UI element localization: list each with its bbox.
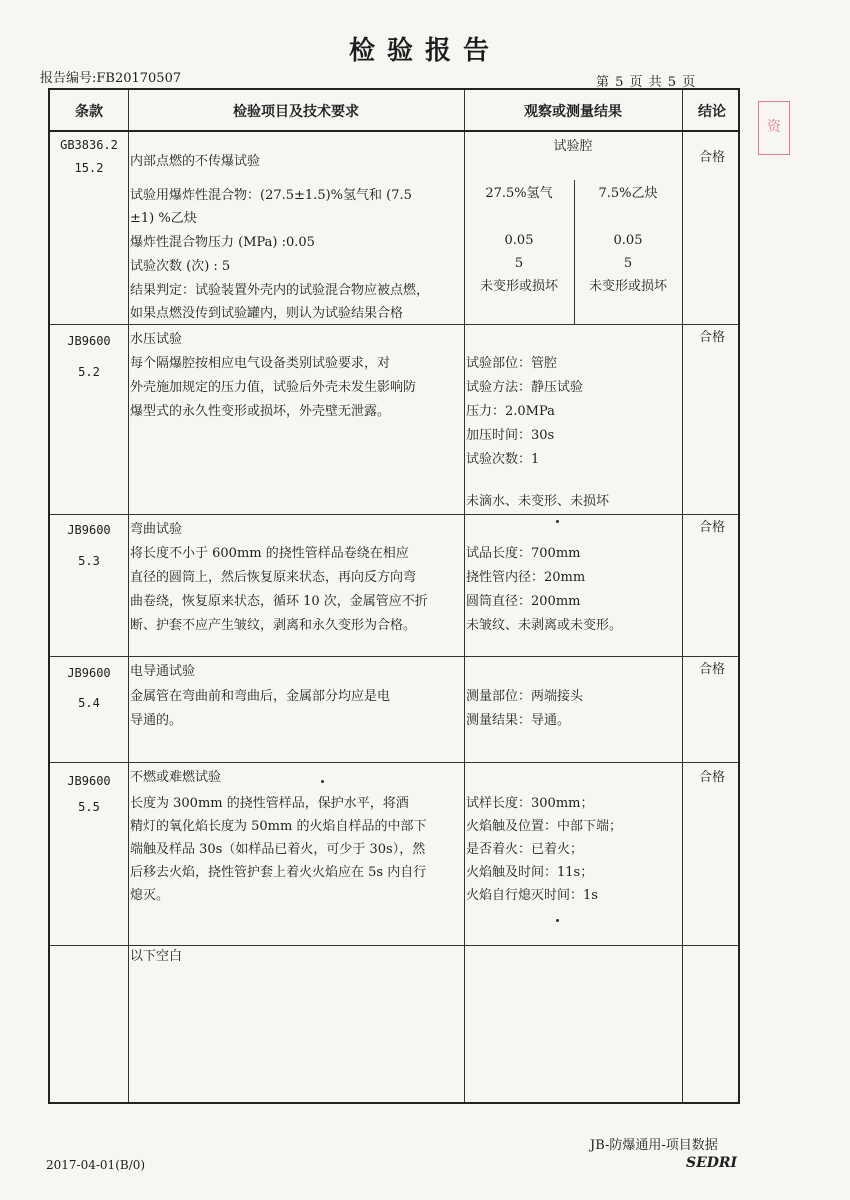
result-line: 试验部位：管腔 <box>466 356 558 371</box>
result-b-times: 5 <box>623 256 633 271</box>
logo-text: SEDRI <box>686 1155 738 1171</box>
header-clause: 条款 <box>75 104 103 120</box>
requirement-line: 如果点燃没传到试验罐内，则认为试验结果合格 <box>130 306 404 321</box>
result-line: 圆筒直径：200mm <box>466 594 581 609</box>
item-title: 内部点燃的不传爆试验 <box>130 154 261 169</box>
clause-number: 5.2 <box>78 365 100 379</box>
item-title: 弯曲试验 <box>130 522 183 537</box>
result-line: 未皱纹、未剥离或未变形。 <box>466 618 623 633</box>
result-a-outcome: 未变形或损坏 <box>479 279 558 294</box>
seal-stamp <box>758 101 790 155</box>
clause-code: JB9600 <box>67 334 111 348</box>
clause-code: JB9600 <box>67 666 111 680</box>
result-line: 是否着火：已着火； <box>466 842 584 857</box>
result-line: 试验方法：静压试验 <box>466 380 584 395</box>
inspection-table <box>48 88 740 1104</box>
form-name: JB-防爆通用-项目数据 <box>590 1138 718 1153</box>
col-divider-1 <box>128 90 129 1102</box>
item-title: 不燃或难燃试验 <box>130 770 222 785</box>
requirement-line: 试验次数 (次) : 5 <box>130 259 231 274</box>
requirement-line: 端触及样品 30s（如样品已着火，可少于 30s），然 <box>130 842 426 857</box>
requirement-line: 结果判定：试验装置外壳内的试验混合物应被点燃， <box>130 283 430 298</box>
requirement-line: 熄灭。 <box>130 888 170 903</box>
requirement-line: ±1) %乙炔 <box>130 211 197 226</box>
result-b-pressure: 0.05 <box>613 233 643 248</box>
result-line: 试验次数：1 <box>466 452 540 467</box>
verdict: 合格 <box>698 520 725 535</box>
result-line: 火焰触及时间：11s； <box>466 865 594 880</box>
result-line: 火焰触及位置：中部下端； <box>466 819 623 834</box>
requirement-line: 后移去火焰，挠性管护套上着火火焰应在 5s 内自行 <box>130 865 427 880</box>
sedri-logo <box>686 1155 737 1171</box>
row-divider <box>50 324 738 325</box>
row-divider <box>50 514 738 515</box>
row-divider <box>50 656 738 657</box>
result-line: 挠性管内径：20mm <box>466 570 586 585</box>
page-indicator: 第 5 页 共 5 页 <box>596 75 697 90</box>
header-result: 观察或测量结果 <box>524 104 622 120</box>
result-line: 测量结果：导通。 <box>466 713 571 728</box>
requirement-line: 外壳施加规定的压力值，试验后外壳未发生影响防 <box>130 380 417 395</box>
requirement-line: 爆炸性混合物压力 (MPa) :0.05 <box>130 235 315 250</box>
revision-date: 2017-04-01(B/0) <box>46 1158 146 1172</box>
header-divider <box>50 130 738 132</box>
stamp-text: 资 <box>767 119 781 135</box>
result-line: 压力：2.0MPa <box>466 404 555 419</box>
result-line: 火焰自行熄灭时间：1s <box>466 888 598 903</box>
clause-number: 5.4 <box>78 696 100 710</box>
clause-code: GB3836.2 <box>60 138 118 152</box>
scan-speck <box>556 919 559 922</box>
requirement-line: 导通的。 <box>130 713 183 728</box>
clause-code: JB9600 <box>67 523 111 537</box>
result-b-mixture: 7.5%乙炔 <box>598 186 658 201</box>
header-item: 检验项目及技术要求 <box>233 104 359 120</box>
verdict: 合格 <box>698 770 725 785</box>
result-line: 加压时间：30s <box>466 428 555 443</box>
requirement-line: 曲卷绕，恢复原来状态，循环 10 次，金属管应不折 <box>130 594 428 609</box>
result-line: 试样长度：300mm； <box>466 796 594 811</box>
requirement-line: 长度为 300mm 的挠性管样品，保护水平，将酒 <box>130 796 409 811</box>
header-verdict: 结论 <box>698 104 726 120</box>
verdict: 合格 <box>698 330 725 345</box>
clause-number: 15.2 <box>74 161 104 175</box>
result-line: 试品长度：700mm <box>466 546 581 561</box>
result-line: 测量部位：两端接头 <box>466 689 584 704</box>
result-line: 未滴水、未变形、未损坏 <box>466 494 610 509</box>
requirement-line: 将长度不小于 600mm 的挠性管样品卷绕在相应 <box>130 546 409 561</box>
requirement-line: 直径的圆筒上，然后恢复原来状态，再向反方向弯 <box>130 570 417 585</box>
requirement-line: 金属管在弯曲前和弯曲后，金属部分均应是电 <box>130 689 391 704</box>
item-title: 水压试验 <box>130 332 183 347</box>
col-divider-3 <box>682 90 683 1102</box>
report-title: 检验报告 <box>348 36 501 66</box>
scan-speck <box>321 780 324 783</box>
verdict: 合格 <box>698 662 725 677</box>
requirement-line: 试验用爆炸性混合物：(27.5±1.5)%氢气和 (7.5 <box>130 188 412 203</box>
result-a-mixture: 27.5%氢气 <box>485 186 553 201</box>
row-divider <box>50 762 738 763</box>
result-b-outcome: 未变形或损坏 <box>588 279 667 294</box>
clause-code: JB9600 <box>67 774 111 788</box>
verdict: 合格 <box>698 150 725 165</box>
requirement-line: 每个隔爆腔按相应电气设备类别试验要求，对 <box>130 356 391 371</box>
requirement-line: 爆型式的永久性变形或损坏，外壳壁无泄露。 <box>130 404 391 419</box>
report-number: 报告编号:FB20170507 <box>40 71 182 86</box>
blank-note: 以下空白 <box>130 949 183 964</box>
result-a-pressure: 0.05 <box>504 233 534 248</box>
requirement-line: 断、护套不应产生皱纹，剥离和永久变形为合格。 <box>130 618 417 633</box>
scan-speck <box>556 520 559 523</box>
item-title: 电导通试验 <box>130 664 196 679</box>
requirement-line: 精灯的氧化焰长度为 50mm 的火焰自样品的中部下 <box>130 819 427 834</box>
clause-number: 5.5 <box>78 800 100 814</box>
result-subheader: 试验腔 <box>553 139 593 154</box>
clause-number: 5.3 <box>78 554 100 568</box>
result-a-times: 5 <box>514 256 524 271</box>
